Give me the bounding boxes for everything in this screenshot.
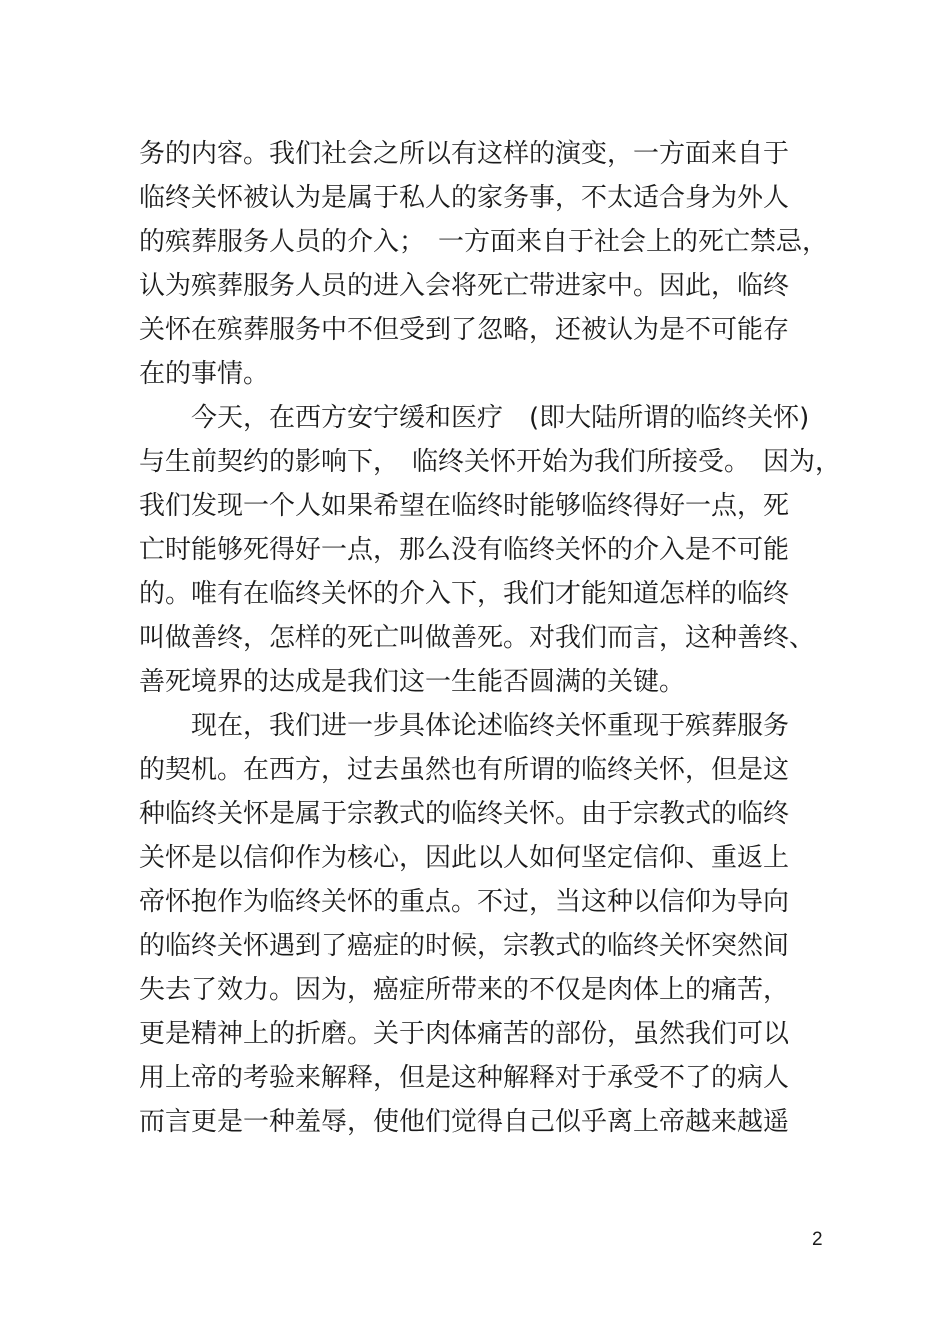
text-line: 今天，在西方安宁缓和医疗 (即大陆所谓的临终关怀): [139, 403, 810, 433]
text-line: 种临终关怀是属于宗教式的临终关怀。由于宗教式的临终: [139, 799, 790, 829]
text-line: 关怀在殡葬服务中不但受到了忽略，还被认为是不可能存: [139, 315, 790, 345]
text-line: 而言更是一种羞辱，使他们觉得自己似乎离上帝越来越遥: [139, 1107, 790, 1137]
text-line: 现在，我们进一步具体论述临终关怀重现于殡葬服务: [139, 711, 790, 741]
text-line: 在的事情。: [139, 359, 270, 389]
text-line: 善死境界的达成是我们这一生能否圆满的关键。: [139, 667, 686, 697]
text-line: 的临终关怀遇到了癌症的时候，宗教式的临终关怀突然间: [139, 931, 790, 961]
body-text: [139, 132, 842, 1144]
text-line: 的契机。在西方，过去虽然也有所谓的临终关怀，但是这: [139, 755, 790, 785]
text-line: 临终关怀被认为是属于私人的家务事，不太适合身为外人: [139, 183, 790, 213]
text-line: 用上帝的考验来解释，但是这种解释对于承受不了的病人: [139, 1063, 790, 1093]
text-line: 关怀是以信仰作为核心，因此以人如何坚定信仰、重返上: [139, 843, 790, 873]
page-number: 2: [812, 1229, 823, 1250]
text-line: 亡时能够死得好一点，那么没有临终关怀的介入是不可能: [139, 535, 790, 565]
text-line: 与生前契约的影响下， 临终关怀开始为我们所接受。 因为，: [139, 447, 842, 477]
text-line: 认为殡葬服务人员的进入会将死亡带进家中。因此，临终: [139, 271, 790, 301]
text-line: 更是精神上的折磨。关于肉体痛苦的部份，虽然我们可以: [139, 1019, 790, 1049]
text-line: 叫做善终，怎样的死亡叫做善死。对我们而言，这种善终、: [139, 623, 816, 653]
text-line: 帝怀抱作为临终关怀的重点。不过，当这种以信仰为导向: [139, 887, 790, 917]
text-line: 失去了效力。因为，癌症所带来的不仅是肉体上的痛苦，: [139, 975, 790, 1005]
text-line: 务的内容。我们社会之所以有这样的演变，一方面来自于: [139, 139, 790, 169]
text-line: 的。唯有在临终关怀的介入下，我们才能知道怎样的临终: [139, 579, 790, 609]
text-line: 我们发现一个人如果希望在临终时能够临终得好一点，死: [139, 491, 790, 521]
text-line: 的殡葬服务人员的介入； 一方面来自于社会上的死亡禁忌，: [139, 227, 829, 257]
